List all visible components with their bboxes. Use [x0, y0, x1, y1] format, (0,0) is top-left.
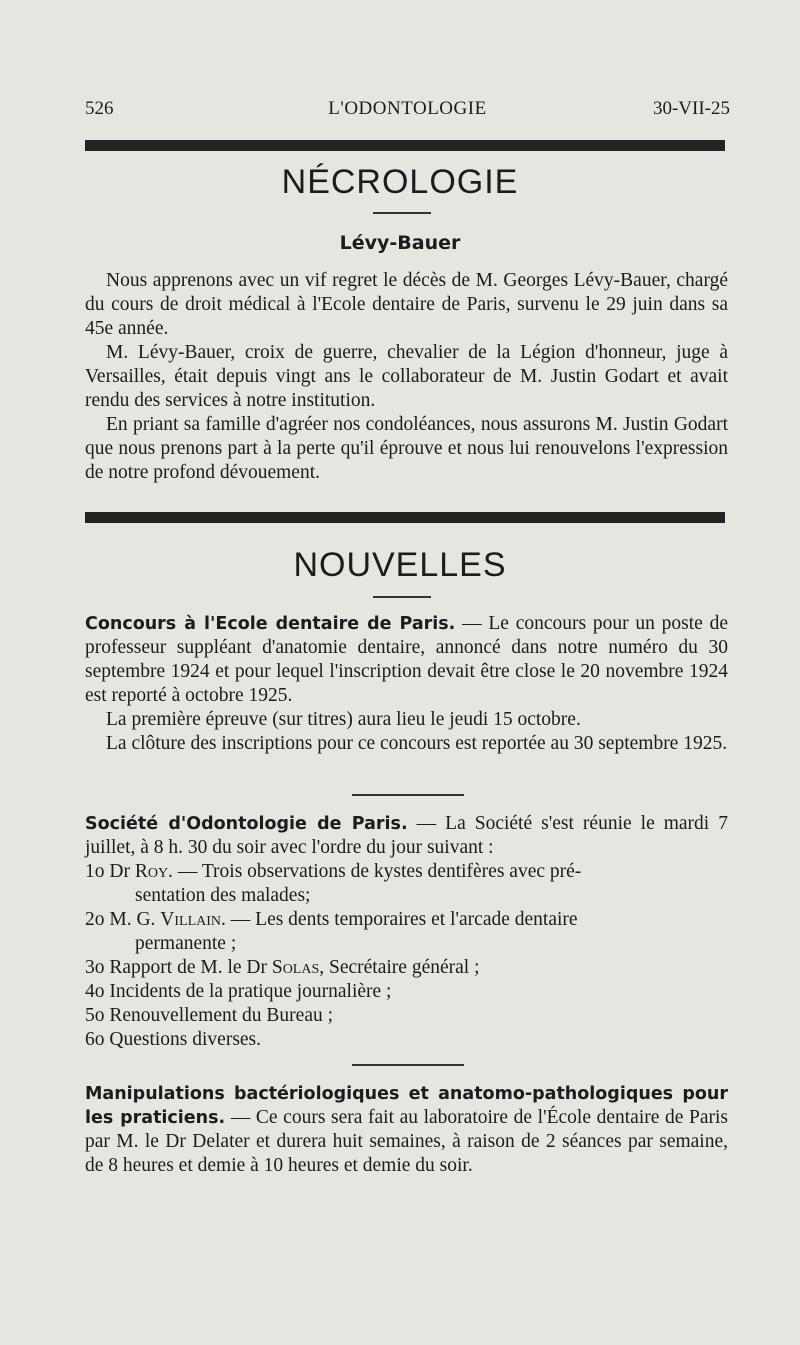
news-text: — Ce cours sera fait au laboratoire de l'École dentaire de Paris par M. le Dr Delater et durera huit semaines, à raison de 2 séances par semaine, de 8 heures et demie à 10 heures et demie du soir.	[85, 1107, 728, 1176]
agenda-item: 5o Renouvellement du Bureau ;	[85, 1005, 334, 1026]
agenda-item: 2o M. G. Villain. — Les dents temporaires et l'arcade dentaire	[85, 909, 578, 930]
news-concours	[85, 612, 728, 756]
obituary-name: Lévy-Bauer	[339, 232, 461, 254]
journal-title: L'ODONTOLOGIE	[328, 98, 487, 119]
page-number: 526	[85, 98, 114, 119]
divider	[373, 212, 431, 214]
paragraph: M. Lévy-Bauer, croix de guerre, chevalier de la Légion d'honneur, juge à Versailles, était depuis vingt ans le collaborateur de M. Justin Godart et avait rendu des services à notre institution.	[85, 342, 728, 411]
issue-date: 30-VII-25	[652, 98, 730, 119]
news-text: — Le concours pour un poste de professeur suppléant d'anatomie dentaire, annoncé dans notre numéro du 30 septembre 1924 et pour lequel l'inscription devait être close le 20 novembre 1924 est reporté à octobre 1925.	[85, 613, 728, 706]
agenda-item-continuation: permanente ;	[135, 933, 237, 954]
paragraph: En priant sa famille d'agréer nos condoléances, nous assurons M. Justin Godart que nous prenons part à la perte qu'il éprouve et nous lui renouvelons l'expression de notre profond dévouement.	[85, 414, 728, 483]
agenda-item: 4o Incidents de la pratique journalière ;	[85, 981, 392, 1002]
agenda-item: 6o Questions diverses.	[85, 1029, 262, 1050]
agenda-item-continuation: sentation des malades;	[135, 885, 311, 906]
paragraph	[85, 1082, 728, 1178]
news-heading: Manipulations bactériologiques et anatomo-pathologiques pour les praticiens.	[85, 1084, 728, 1128]
running-head	[85, 98, 730, 124]
decorative-rule	[85, 140, 725, 151]
news-heading: Société d'Odontologie de Paris.	[85, 814, 408, 834]
news-manipulations	[85, 1082, 728, 1178]
news-text: — La Société s'est réunie le mardi 7 juillet, à 8 h. 30 du soir avec l'ordre du jour suivant :	[85, 813, 728, 858]
divider	[352, 794, 464, 796]
section-title-nouvelles: NOUVELLES	[293, 546, 507, 584]
paragraph: Nous apprenons avec un vif regret le décès de M. Georges Lévy-Bauer, chargé du cours de droit médical à l'Ecole dentaire de Paris, survenu le 29 juin dans sa 45e année.	[85, 270, 728, 339]
paragraph	[85, 812, 728, 860]
news-societe	[85, 812, 728, 1052]
section-title-necrologie: NÉCROLOGIE	[281, 163, 519, 201]
divider	[352, 1064, 464, 1066]
news-heading: Concours à l'Ecole dentaire de Paris.	[85, 614, 456, 634]
decorative-rule	[85, 512, 725, 523]
agenda-item: 3o Rapport de M. le Dr Solas, Secrétaire général ;	[85, 957, 480, 978]
agenda-item: 1o Dr Roy. — Trois observations de kystes dentifères avec pré-	[85, 861, 582, 882]
paragraph	[85, 612, 728, 708]
paragraph: La première épreuve (sur titres) aura lieu le jeudi 15 octobre.	[106, 709, 581, 730]
divider	[373, 596, 431, 598]
paragraph: La clôture des inscriptions pour ce concours est reportée au 30 septembre 1925.	[106, 733, 728, 754]
obituary-text	[85, 269, 728, 485]
